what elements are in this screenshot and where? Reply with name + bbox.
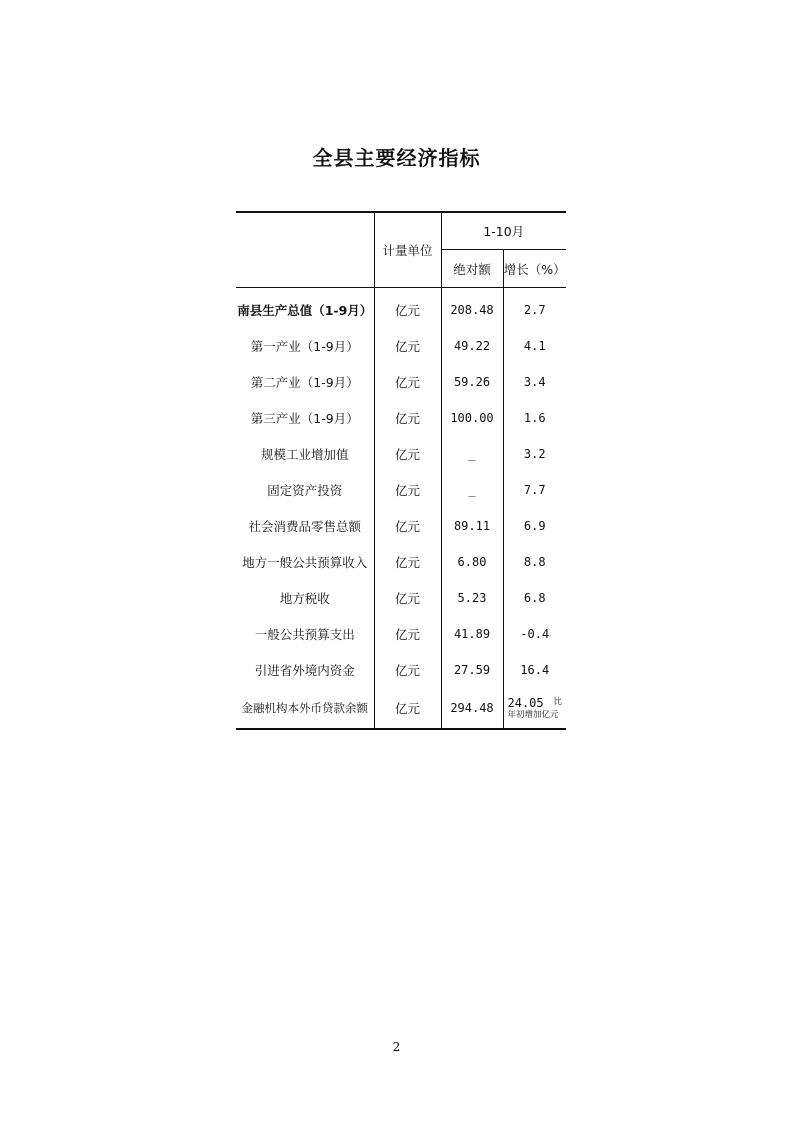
table-row: [236, 652, 566, 688]
indicator-growth: 3.2: [503, 436, 566, 472]
indicator-name: 一般公共预算支出: [254, 627, 355, 642]
indicator-growth: -0.4: [503, 616, 566, 652]
table-row: [236, 288, 566, 329]
indicator-growth: 7.7: [503, 472, 566, 508]
indicator-unit: 亿元: [374, 508, 441, 544]
table-row: [236, 508, 566, 544]
indicator-value: 294.48: [441, 688, 503, 729]
indicator-unit: 亿元: [374, 436, 441, 472]
table-row: [236, 436, 566, 472]
indicator-name: 固定资产投资: [267, 483, 343, 498]
indicator-growth-cell: [503, 688, 566, 729]
indicator-value: 41.89: [441, 616, 503, 652]
growth-note-b: 年初增加亿元: [507, 709, 559, 720]
table-row: [236, 580, 566, 616]
indicator-value: 89.11: [441, 508, 503, 544]
table-row: [236, 328, 566, 364]
indicator-growth: 16.4: [503, 652, 566, 688]
indicator-unit: 亿元: [374, 616, 441, 652]
table-header-row: [236, 212, 566, 250]
indicator-name: 规模工业增加值: [260, 447, 349, 462]
header-growth: 增长（%）: [503, 250, 566, 288]
indicator-unit: 亿元: [374, 544, 441, 580]
indicator-name: 地方一般公共预算收入: [242, 555, 368, 570]
page-number: 2: [392, 1040, 401, 1054]
indicator-value: 6.80: [441, 544, 503, 580]
indicator-value: _: [441, 472, 503, 508]
indicator-unit: 亿元: [374, 400, 441, 436]
indicator-name: 第一产业（1-9月）: [250, 339, 359, 354]
indicator-value: 100.00: [441, 400, 503, 436]
indicator-value: 5.23: [441, 580, 503, 616]
indicator-name: 南县生产总值（1-9月）: [237, 303, 373, 318]
indicator-growth: 1.6: [503, 400, 566, 436]
indicator-value: 208.48: [441, 288, 503, 329]
indicator-name: 地方税收: [279, 591, 330, 606]
indicator-growth: 3.4: [503, 364, 566, 400]
indicator-unit: 亿元: [374, 364, 441, 400]
header-indicator-cell: [236, 212, 374, 288]
indicator-value: 49.22: [441, 328, 503, 364]
indicator-unit: 亿元: [374, 328, 441, 364]
indicator-value: 27.59: [441, 652, 503, 688]
table-row: [236, 472, 566, 508]
table-row: [236, 400, 566, 436]
indicator-name: 金融机构本外币贷款余额: [241, 701, 368, 715]
header-period: 1-10月: [441, 212, 566, 250]
table-row: [236, 364, 566, 400]
table-row: [236, 616, 566, 652]
indicator-growth: 24.05: [507, 695, 544, 710]
indicator-unit: 亿元: [374, 688, 441, 729]
table-row: [236, 688, 566, 729]
indicator-unit: 亿元: [374, 652, 441, 688]
indicator-value: 59.26: [441, 364, 503, 400]
indicator-growth: 6.9: [503, 508, 566, 544]
economic-indicators-table: [236, 211, 566, 730]
indicator-unit: 亿元: [374, 288, 441, 329]
indicator-name: 第二产业（1-9月）: [250, 375, 359, 390]
indicator-growth: 4.1: [503, 328, 566, 364]
indicator-name: 第三产业（1-9月）: [250, 411, 359, 426]
table-row: [236, 544, 566, 580]
indicator-name: 引进省外境内资金: [254, 663, 355, 678]
indicator-unit: 亿元: [374, 472, 441, 508]
indicator-growth: 2.7: [503, 288, 566, 329]
header-absolute: 绝对额: [441, 250, 503, 288]
header-unit: 计量单位: [374, 212, 441, 288]
page-title: 全县主要经济指标: [312, 146, 481, 170]
growth-note-a: 比: [553, 697, 562, 707]
indicator-name: 社会消费品零售总额: [248, 519, 361, 534]
indicator-growth: 6.8: [503, 580, 566, 616]
indicator-growth: 8.8: [503, 544, 566, 580]
indicator-value: _: [441, 436, 503, 472]
indicator-unit: 亿元: [374, 580, 441, 616]
